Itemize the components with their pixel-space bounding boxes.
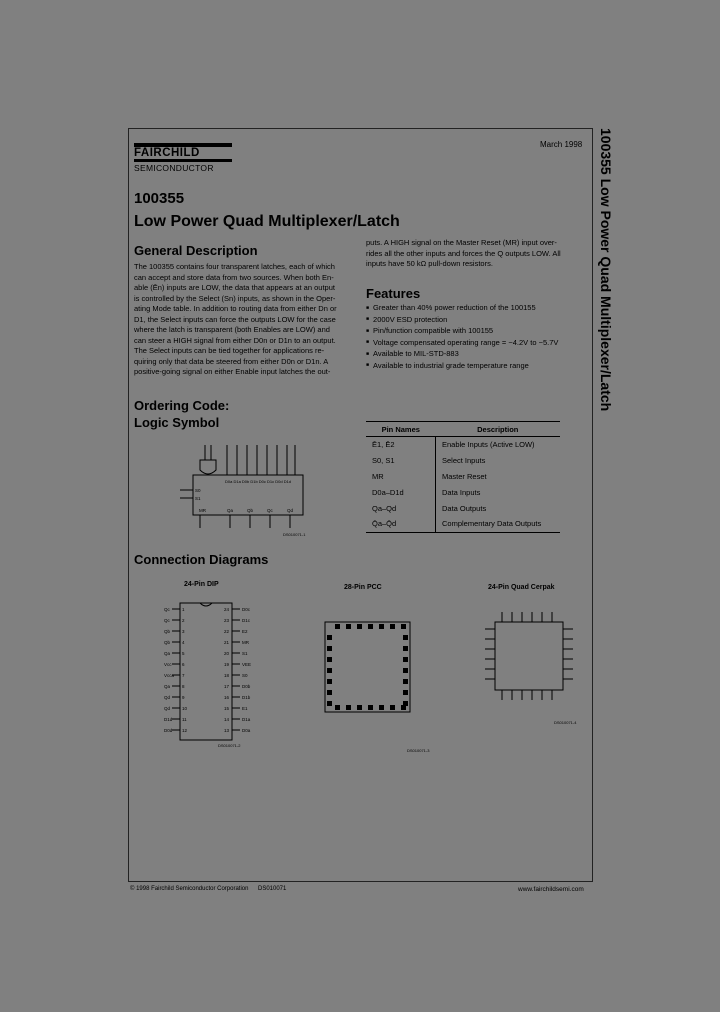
dip-left-pin-label: Qb bbox=[164, 629, 171, 634]
dip-caption: 24-Pin DIP bbox=[184, 581, 219, 588]
logic-qa: Qa bbox=[227, 508, 234, 513]
dip-right-pin-label: VEE bbox=[242, 662, 252, 667]
plcc-pad bbox=[327, 679, 332, 684]
feature-item: ■ Voltage compensated operating range = −4.2V to −5.7V bbox=[366, 337, 558, 349]
feature-item: ■ Pin/function compatible with 100155 bbox=[366, 325, 558, 337]
connection-diagrams-heading: Connection Diagrams bbox=[134, 552, 269, 567]
description-line: positive-going signal on either Enable input latches the out- bbox=[134, 367, 331, 376]
dip-left-pin-label: Qd bbox=[164, 706, 171, 711]
plcc-pad bbox=[357, 705, 362, 710]
footer-doc-number: DS010071 bbox=[258, 886, 287, 892]
dip-right-pin-number: 14 bbox=[224, 717, 230, 722]
description-line: can accept and store data from two sources. When both En- bbox=[134, 272, 334, 282]
plcc-pad bbox=[403, 646, 408, 651]
features-heading: Features bbox=[366, 286, 421, 301]
plcc-pad bbox=[403, 701, 408, 706]
part-number: 100355 bbox=[134, 190, 185, 207]
side-title: 100355 Low Power Quad Multiplexer/Latch bbox=[598, 128, 614, 412]
plcc-pad bbox=[327, 635, 332, 640]
dip-left-pin-number: 5 bbox=[182, 651, 185, 656]
plcc-diagram bbox=[295, 597, 435, 757]
dip-left-pin-number: 10 bbox=[182, 706, 188, 711]
description-line: is controlled by the Select (Sn) inputs, as shown in the Oper- bbox=[134, 293, 336, 303]
features-list bbox=[366, 302, 558, 371]
dip-left-pin-number: 3 bbox=[182, 629, 185, 634]
pin-description-cell: Enable Inputs (Active LOW) bbox=[442, 440, 535, 450]
plcc-pad bbox=[327, 701, 332, 706]
general-description-heading: General Description bbox=[134, 243, 258, 258]
dip-right-pin-label: S1 bbox=[242, 651, 248, 656]
plcc-pad bbox=[403, 679, 408, 684]
pin-names-table bbox=[366, 421, 560, 533]
logic-s0: S0 bbox=[195, 488, 201, 493]
dip-right-pin-number: 19 bbox=[224, 662, 230, 667]
plcc-pad bbox=[403, 657, 408, 662]
feature-item: ■ Greater than 40% power reduction of the 100155 bbox=[366, 302, 558, 314]
dip-right-pin-label: MR bbox=[242, 640, 249, 645]
plcc-pad bbox=[390, 705, 395, 710]
description-column-header: Description bbox=[436, 422, 561, 437]
pin-table-row bbox=[366, 516, 560, 532]
dip-right-pin-number: 22 bbox=[224, 629, 230, 634]
plcc-pad bbox=[403, 690, 408, 695]
dip-right-pin-number: 23 bbox=[224, 618, 230, 623]
footer-copyright: © 1998 Fairchild Semiconductor Corporation bbox=[130, 886, 249, 892]
dip-left-pin-label: Qb bbox=[164, 640, 171, 645]
dip-left-pin-label: Vcca bbox=[164, 673, 175, 678]
plcc-pad bbox=[368, 624, 373, 629]
dip-left-pin-label: D0d bbox=[164, 728, 173, 733]
dip-right-pin-label: D0c bbox=[242, 607, 251, 612]
description-line: The 100355 contains four transparent latches, each of which bbox=[134, 262, 335, 271]
flatpak-diagram bbox=[470, 597, 590, 732]
description-line: quiring only that data be steered from either D0n or D1n. A bbox=[134, 356, 329, 366]
logic-mr: MR bbox=[199, 508, 206, 513]
dip-left-pin-number: 4 bbox=[182, 640, 185, 645]
dip-left-pin-label: Qc bbox=[164, 618, 170, 623]
description-line: inputs have 50 kΩ pull-down resistors. bbox=[366, 259, 493, 268]
description-line: can steer a HIGH signal from either D0n or D1n to an output. bbox=[134, 335, 336, 345]
pin-names-column-header: Pin Names bbox=[366, 422, 436, 437]
dip-left-pin-label: Qd bbox=[164, 695, 171, 700]
description-line: rides all the other inputs and forces the Q outputs LOW. All bbox=[366, 248, 561, 258]
plcc-pad bbox=[379, 624, 384, 629]
plcc-caption: 28-Pin PCC bbox=[344, 584, 382, 591]
dip-right-pin-number: 13 bbox=[224, 728, 230, 733]
dip-diagram bbox=[150, 595, 260, 750]
dip-right-pin-label: D1c bbox=[242, 618, 251, 623]
plcc-pad bbox=[327, 657, 332, 662]
description-line: The Select inputs can be tied together for applications re- bbox=[134, 346, 325, 355]
logic-code: DS010071-1 bbox=[283, 532, 306, 537]
feature-item: ■ 2000V ESD protection bbox=[366, 314, 558, 326]
logo-sub: SEMICONDUCTOR bbox=[134, 163, 214, 173]
pin-name-cell: S0, S1 bbox=[366, 453, 436, 469]
dip-left-pin-number: 6 bbox=[182, 662, 185, 667]
fairchild-logo bbox=[134, 143, 232, 174]
dip-left-pin-label: Qc bbox=[164, 607, 170, 612]
dip-right-pin-number: 15 bbox=[224, 706, 230, 711]
plcc-pad bbox=[403, 635, 408, 640]
plcc-pad bbox=[327, 646, 332, 651]
dip-right-pin-number: 20 bbox=[224, 651, 230, 656]
flatpak-caption: 24-Pin Quad Cerpak bbox=[488, 584, 555, 591]
plcc-pad bbox=[346, 624, 351, 629]
plcc-pad bbox=[390, 624, 395, 629]
pin-table-row bbox=[366, 453, 560, 469]
pin-table-header bbox=[366, 422, 560, 437]
dip-right-pin-label: E2 bbox=[242, 629, 248, 634]
flatpak-code: DS010071-4 bbox=[554, 720, 577, 725]
logic-top-inputs: D0a D1a D0b D1b D0c D1c D0d D1d bbox=[225, 479, 292, 484]
document-date: March 1998 bbox=[540, 140, 583, 149]
pin-description-cell: Complementary Data Outputs bbox=[442, 519, 542, 529]
logo-word: FAIRCHILD bbox=[134, 147, 232, 162]
dip-left-pin-number: 8 bbox=[182, 684, 185, 689]
general-description-continued bbox=[366, 238, 561, 270]
dip-right-pin-number: 18 bbox=[224, 673, 230, 678]
plcc-pad bbox=[327, 668, 332, 673]
plcc-pad bbox=[335, 705, 340, 710]
pin-name-cell: Q̄a–Q̄d bbox=[366, 516, 436, 532]
dip-right-pin-number: 21 bbox=[224, 640, 230, 645]
pin-table-row bbox=[366, 484, 560, 500]
dip-left-pin-number: 7 bbox=[182, 673, 185, 678]
dip-left-pin-number: 1 bbox=[182, 607, 185, 612]
document-title: Low Power Quad Multiplexer/Latch bbox=[134, 213, 400, 230]
dip-left-pin-label: D1d bbox=[164, 717, 173, 722]
pin-table-row bbox=[366, 469, 560, 485]
plcc-code: DS010071-3 bbox=[407, 748, 430, 753]
logic-s1: S1 bbox=[195, 496, 201, 501]
pin-name-cell: Ē1, Ē2 bbox=[366, 437, 436, 453]
pin-name-cell: MR bbox=[366, 469, 436, 485]
dip-left-pin-number: 11 bbox=[182, 717, 187, 722]
pin-description-cell: Data Outputs bbox=[442, 503, 487, 513]
logic-qc: Qc bbox=[267, 508, 273, 513]
dip-left-pin-label: Qa bbox=[164, 651, 171, 656]
general-description-text bbox=[134, 262, 337, 378]
plcc-pad bbox=[403, 668, 408, 673]
plcc-pad bbox=[401, 624, 406, 629]
dip-left-pin-number: 9 bbox=[182, 695, 185, 700]
description-line: ating Mode table. In addition to routing data from either Dn or bbox=[134, 304, 337, 313]
dip-left-pin-number: 12 bbox=[182, 728, 188, 733]
dip-right-pin-label: E1 bbox=[242, 706, 248, 711]
logic-symbol-heading: Logic Symbol bbox=[134, 415, 220, 430]
pin-description-cell: Master Reset bbox=[442, 471, 487, 481]
dip-left-pin-label: Vcc bbox=[164, 662, 172, 667]
dip-right-pin-number: 17 bbox=[224, 684, 230, 689]
logic-qd: Qd bbox=[287, 508, 294, 513]
feature-item: ■ Available to MIL-STD-883 bbox=[366, 348, 558, 360]
pin-description-cell: Select Inputs bbox=[442, 456, 486, 466]
plcc-pad bbox=[379, 705, 384, 710]
description-line: able (Ēn) inputs are LOW, the data that appears at an output bbox=[134, 283, 335, 292]
pin-name-cell: D0a–D1d bbox=[366, 484, 436, 500]
description-line: puts. A HIGH signal on the Master Reset (MR) input over- bbox=[366, 238, 557, 247]
dip-left-pin-number: 2 bbox=[182, 618, 185, 623]
pin-table-row bbox=[366, 500, 560, 516]
dip-right-pin-number: 24 bbox=[224, 607, 230, 612]
dip-right-pin-label: D0a bbox=[242, 728, 251, 733]
pin-name-cell: Qa–Qd bbox=[366, 500, 436, 516]
plcc-pad bbox=[357, 624, 362, 629]
pin-table-row bbox=[366, 437, 560, 453]
pin-description-cell: Data Inputs bbox=[442, 487, 481, 497]
dip-right-pin-label: D1a bbox=[242, 717, 251, 722]
plcc-pad bbox=[327, 690, 332, 695]
plcc-pad bbox=[368, 705, 373, 710]
ordering-code-heading: Ordering Code: bbox=[134, 398, 230, 413]
dip-code: DS010071-2 bbox=[218, 743, 241, 748]
dip-right-pin-number: 16 bbox=[224, 695, 230, 700]
logic-symbol-diagram bbox=[175, 440, 340, 540]
pin-table-body bbox=[366, 437, 560, 533]
dip-right-pin-label: D1b bbox=[242, 695, 251, 700]
logic-qb: Qb bbox=[247, 508, 254, 513]
dip-right-pin-label: D0b bbox=[242, 684, 251, 689]
footer-url[interactable]: www.fairchildsemi.com bbox=[518, 886, 584, 893]
feature-item: ■ Available to industrial grade temperature range bbox=[366, 360, 558, 372]
plcc-pad bbox=[335, 624, 340, 629]
dip-left-pin-label: Qa bbox=[164, 684, 171, 689]
description-line: D1, the Select inputs can force the outputs LOW for the case bbox=[134, 314, 336, 324]
plcc-pad bbox=[346, 705, 351, 710]
description-line: where the latch is transparent (both Enables are LOW) and bbox=[134, 325, 330, 334]
dip-right-pin-label: S0 bbox=[242, 673, 248, 678]
